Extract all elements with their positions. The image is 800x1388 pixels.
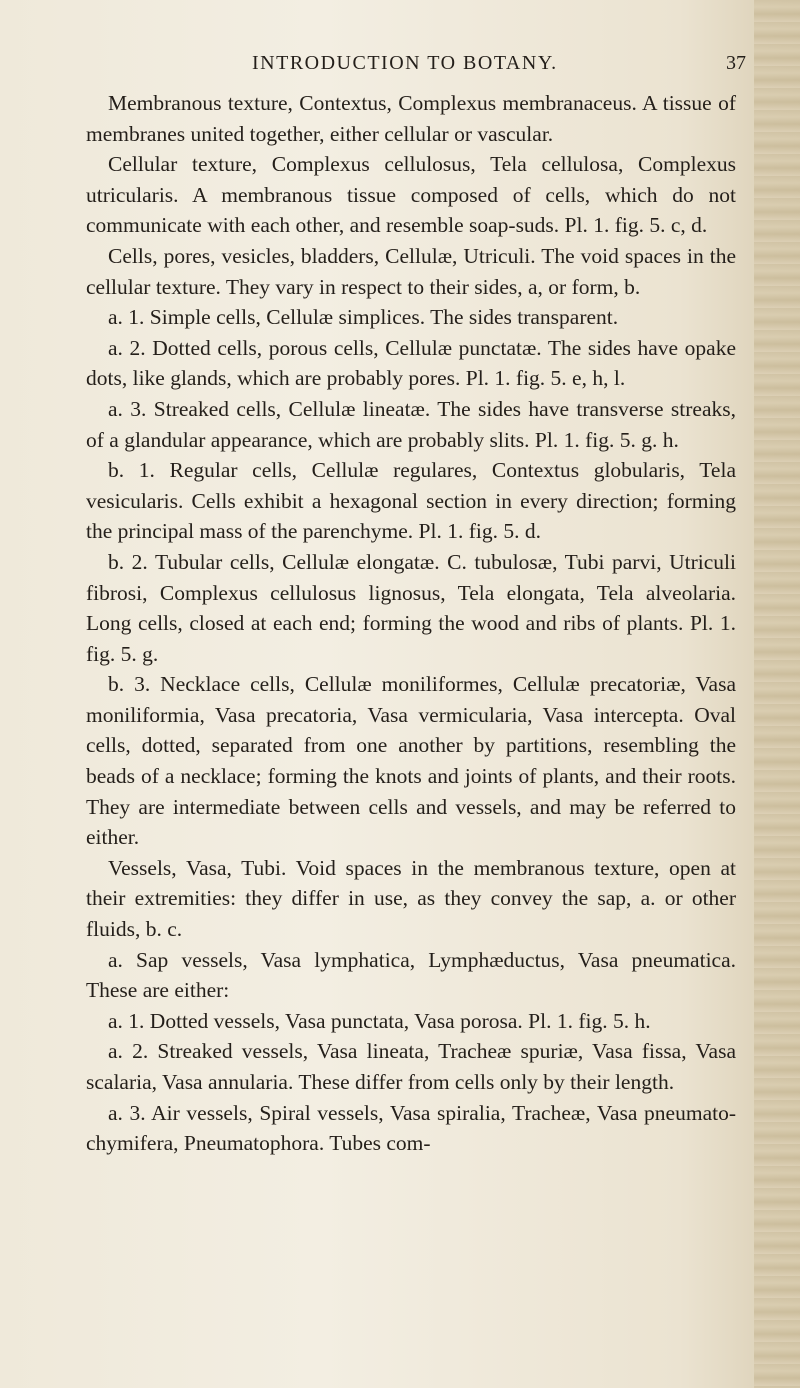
page-edge (754, 0, 800, 1388)
paragraph: a. 2. Streaked vessels, Vasa lineata, Tracheæ spuriæ, Vasa fissa, Vasa scalaria, Vasa annularia. These differ from cells only by their length. (86, 1039, 736, 1094)
paragraph: a. 1. Simple cells, Cellulæ simplices. The sides transparent. (108, 305, 619, 330)
paragraph: a. 3. Streaked cells, Cellulæ lineatæ. The sides have transverse streaks, of a glandular appearance, which are probably slits. Pl. 1. fig. 5. g. h. (86, 396, 736, 452)
paragraph: a. 3. Air vessels, Spiral vessels, Vasa spiralia, Tracheæ, Vasa pneumato-chymifera, Pneumatophora. Tubes com- (86, 1100, 736, 1156)
paragraph: a. 1. Dotted vessels, Vasa punctata, Vasa porosa. Pl. 1. fig. 5. h. (108, 1008, 651, 1033)
body-text (86, 88, 736, 1159)
page-number: 37 (726, 52, 746, 74)
page-header (0, 52, 800, 82)
paragraph: Cells, pores, vesicles, bladders, Cellulæ, Utriculi. The void spaces in the cellular texture. They vary in respect to their sides, a, or form, b. (86, 243, 736, 299)
running-title: INTRODUCTION TO BOTANY. (252, 52, 558, 74)
paragraph: Vessels, Vasa, Tubi. Void spaces in the membranous texture, open at their extremities: they differ in use, as they convey the sap, a. or other fluids, b. c. (86, 855, 736, 942)
paragraph: b. 2. Tubular cells, Cellulæ elongatæ. C. tubulosæ, Tubi parvi, Utriculi fibrosi, Complexus cellulosus lignosus, Tela elongata, Tela alveolaria. Long cells, closed at each end; forming the wood and ribs of plants. Pl. 1. fig. 5. g. (86, 549, 736, 666)
paragraph: b. 1. Regular cells, Cellulæ regulares, Contextus globularis, Tela vesicularis. Cells exhibit a hexagonal section in every direction; forming the principal mass of the parenchyme. Pl. 1. fig. 5. d. (86, 458, 736, 544)
paragraph: Cellular texture, Complexus cellulosus, Tela cellulosa, Complexus utricularis. A membranous tissue composed of cells, which do not communicate with each other, and resemble soap-suds. Pl. 1. fig. 5. c, d. (86, 152, 736, 238)
paragraph: a. Sap vessels, Vasa lymphatica, Lymphæductus, Vasa pneumatica. These are either: (86, 947, 736, 1003)
paragraph: a. 2. Dotted cells, porous cells, Cellulæ punctatæ. The sides have opake dots, like glands, which are probably pores. Pl. 1. fig. 5. e, h, l. (86, 335, 736, 391)
paragraph: Membranous texture, Contextus, Complexus membranaceus. A tissue of membranes united together, either cellular or vascular. (86, 91, 736, 146)
paragraph: b. 3. Necklace cells, Cellulæ moniliformes, Cellulæ precatoriæ, Vasa moniliformia, Vasa precatoria, Vasa vermicularia, Vasa intercepta. Oval cells, dotted, separated from one another by partitions, resembling the beads of a necklace; forming the knots and joints of plants, and their roots. They are intermediate between cells and vessels, and may be referred to either. (86, 672, 736, 850)
